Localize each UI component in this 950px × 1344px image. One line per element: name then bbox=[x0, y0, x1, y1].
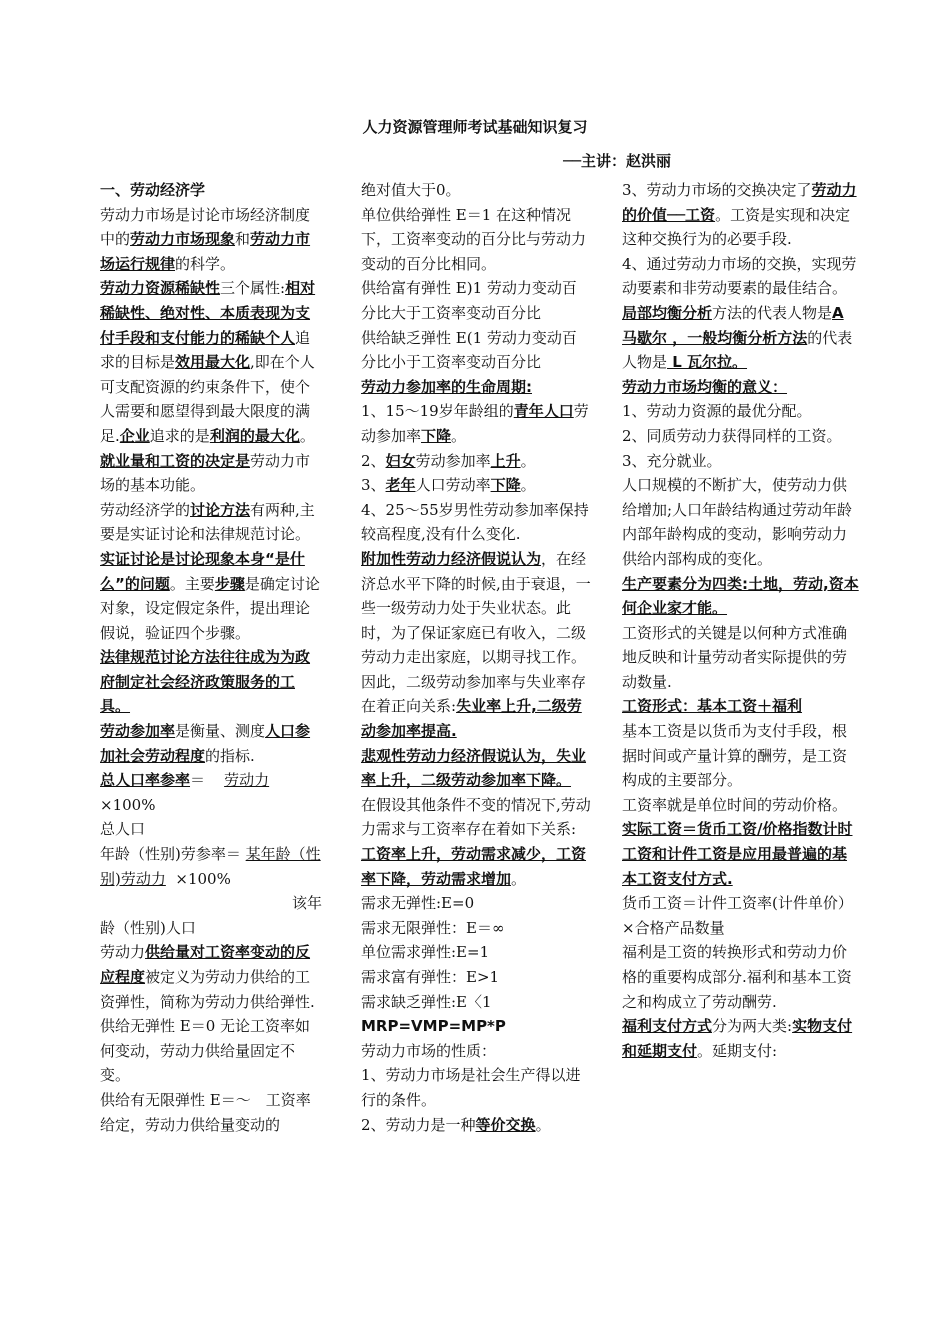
text: 在假设其他条件不变的情况下,劳动力需求与工资率存在着如下关系: bbox=[361, 795, 591, 839]
paragraph bbox=[100, 203, 322, 277]
list-item: 需求富有弹性：E>1 bbox=[361, 968, 500, 986]
text: 年龄（性别)劳参率＝ bbox=[100, 845, 241, 864]
text: 2、劳动力是一种 bbox=[361, 1115, 476, 1134]
emphasis: 下降 bbox=[490, 476, 521, 495]
numerator: 某年龄（性别)劳动力 bbox=[100, 845, 321, 888]
formula-line bbox=[100, 842, 322, 891]
text: 。主要 bbox=[169, 574, 215, 593]
text: ,即在个人可支配资源的约束条件下，使个人需要和愿望得到最大限度的满足. bbox=[100, 353, 315, 445]
emphasis: 劳动力市场现象 bbox=[130, 230, 236, 249]
emphasis: 劳动参加率 bbox=[100, 722, 176, 741]
text: 追求的目标是 bbox=[100, 328, 311, 372]
paragraph: 单位供给弹性 E＝1 在这种情况下，工资率变动的百分比与劳动力变动的百分比相同。 bbox=[361, 205, 587, 273]
list-item: 需求无限弹性：E＝∞ bbox=[361, 918, 505, 937]
list-item: 需求无弹性:E=0 bbox=[361, 894, 475, 913]
subheading: 劳动力参加率的生命周期: bbox=[361, 377, 532, 396]
emphasis: 下降 bbox=[421, 426, 452, 445]
emphasis: 实物支付和延期支付 bbox=[622, 1017, 853, 1060]
emphasis: 步骤 bbox=[214, 574, 245, 593]
paragraph bbox=[361, 547, 591, 744]
emphasis: 人口参加社会劳动程度 bbox=[100, 722, 311, 765]
paragraph bbox=[100, 547, 322, 645]
formula-line bbox=[100, 768, 322, 793]
list-item: 1、劳动力资源的最优分配。 bbox=[622, 402, 812, 421]
text: 分为两大类: bbox=[712, 1017, 793, 1036]
paragraph: 供给富有弹性 E)1 劳动力变动百分比大于工资率变动百分比 bbox=[361, 279, 577, 322]
emphasis: 总人口率参率 bbox=[100, 771, 191, 790]
list-item bbox=[361, 1113, 591, 1138]
paragraph: 福利是工资的转换形式和劳动力价格的重要构成部分.福利和基本工资之和构成立了劳动酬劳. bbox=[622, 943, 852, 1011]
paragraph: 实际工资＝货币工资/价格指数计时工资和计件工资是应用最普遍的基本工资支付方式. bbox=[622, 820, 853, 888]
text: 。 bbox=[511, 869, 527, 888]
emphasis: L 瓦尔拉。 bbox=[667, 353, 748, 372]
list-item: 3、充分就业。 bbox=[622, 451, 722, 470]
text: 追求的是 bbox=[149, 426, 210, 445]
paragraph: 人口规模的不断扩大，使劳动力供给增加;人口年龄结构通过劳动年龄内部年龄构成的变动，影响劳动力供给内部构成的变化。 bbox=[622, 476, 853, 568]
emphasis: 局部均衡分析 bbox=[622, 303, 713, 322]
text: 的代表人物是 bbox=[622, 328, 853, 372]
denominator: 龄（性别)人口 bbox=[100, 918, 196, 937]
paragraph: 货币工资＝计件工资率(计件单价）×合格产品数量 bbox=[622, 894, 853, 937]
paragraph: 劳动力市场的性质： bbox=[361, 1041, 497, 1060]
text: 是确定讨论对象，设定假定条件，提出理论假说，验证四个步骤。 bbox=[100, 574, 320, 642]
paragraph bbox=[100, 498, 322, 547]
emphasis: 效用最大化 bbox=[175, 353, 251, 372]
emphasis: 劳动力的价值──工资 bbox=[622, 181, 857, 224]
list-item: 4、25～55岁男性劳动参加率保持较高程度,没有什么变化. bbox=[361, 500, 589, 544]
emphasis: 等价交换 bbox=[475, 1115, 536, 1134]
text: 的指标. bbox=[205, 746, 255, 765]
paragraph: 悲观性劳动力经济假说认为，失业率上升，二级劳动参加率下降。 bbox=[361, 746, 587, 790]
paragraph: 4、通过劳动力市场的交换，实现劳动要素和非劳动要素的最佳结合。 bbox=[622, 254, 857, 298]
paragraph bbox=[622, 178, 860, 252]
text: 和 bbox=[235, 230, 251, 249]
text: 劳动参加率 bbox=[361, 402, 589, 445]
text: 劳动参加率 bbox=[415, 451, 491, 470]
text: 。延期支付: bbox=[697, 1041, 778, 1060]
text: 2、 bbox=[361, 451, 386, 470]
text: ×100% bbox=[175, 869, 231, 888]
subheading: 劳动力市场均衡的意义： bbox=[622, 377, 788, 396]
emphasis: 利润的最大化 bbox=[209, 426, 300, 445]
text: 劳动力 bbox=[100, 943, 146, 962]
emphasis: 企业 bbox=[119, 426, 150, 445]
paragraph bbox=[622, 1014, 860, 1063]
text: 被定义为劳动力供给的工资弹性，简称为劳动力供给弹性. bbox=[100, 968, 315, 1011]
emphasis: 劳动力资源稀缺性 bbox=[100, 279, 221, 298]
paragraph: 基本工资是以货币为支付手段，根据时间或产量计算的酬劳，是工资构成的主要部分。 bbox=[622, 722, 848, 790]
text: 劳动力市场是讨论市场经济制度中的 bbox=[100, 205, 311, 249]
emphasis: 就业量和工资的决定是 bbox=[100, 451, 251, 470]
text: ，在经济总水平下降的时候,由于衰退，一些一级劳动力处于失业状态。此时，为了保证家庭已有收入，二级劳动力走出家庭，以期寻找工作。因此，二级劳动参加率与失业率存在着正向关系: bbox=[361, 549, 591, 716]
formula: MRP=VMP=MP*P bbox=[361, 1017, 506, 1036]
text: 。 bbox=[299, 426, 315, 445]
paragraph bbox=[622, 301, 860, 375]
text: 劳动力市场的基本功能。 bbox=[100, 451, 311, 495]
paragraph: 工资率就是单位时间的劳动价格。 bbox=[622, 795, 848, 814]
denominator: 总人口 bbox=[100, 820, 146, 839]
emphasis: 相对稀缺性、绝对性、本质表现为支付手段和支付能力的稀缺 bbox=[100, 279, 316, 347]
text: 3、劳动力市场的交换决定了 bbox=[622, 181, 812, 199]
paragraph: 绝对值大于0。 bbox=[361, 181, 461, 199]
text: ＝ bbox=[190, 771, 206, 790]
paragraph: 工资形式的关键是以何种方式准确地反映和计量劳动者实际提供的劳动数量. bbox=[622, 623, 848, 691]
text: 有两种,主要是实证讨论和法律规范讨论。 bbox=[100, 500, 315, 544]
text: 方法的代表人物是 bbox=[712, 303, 833, 322]
list-item bbox=[361, 473, 591, 498]
emphasis: 老年 bbox=[385, 476, 416, 495]
emphasis: 实证讨论是讨论现象本身“是什么”的问题 bbox=[100, 549, 305, 593]
formula-line: ×100% bbox=[100, 795, 156, 814]
text: 人口劳动率 bbox=[415, 476, 491, 495]
text: 。 bbox=[535, 1115, 551, 1134]
text: 。工资是实现和决定这种交换行为的必要手段. bbox=[622, 205, 851, 249]
paragraph: 供给无弹性 E＝0 无论工资率如何变动，劳动力供给量固定不变。 bbox=[100, 1017, 311, 1085]
text: 是衡量、测度 bbox=[175, 722, 266, 741]
text: 。 bbox=[520, 451, 536, 470]
section-heading: 一、劳动经济学 bbox=[100, 181, 206, 199]
text: 劳动经济学的 bbox=[100, 500, 191, 519]
emphasis: 上升 bbox=[490, 451, 521, 470]
column-3 bbox=[622, 178, 860, 1063]
text: 3、 bbox=[361, 476, 386, 495]
emphasis: 福利支付方式 bbox=[622, 1017, 713, 1036]
paragraph: 供给有无限弹性 E＝～ 工资率给定，劳动力供给量变动的 bbox=[100, 1090, 311, 1134]
page-title: 人力资源管理师考试基础知识复习 bbox=[362, 118, 588, 136]
speaker-line: ──主讲：赵洪丽 bbox=[563, 152, 672, 170]
list-item: 2、同质劳动力获得同样的工资。 bbox=[622, 426, 842, 445]
list-item bbox=[361, 449, 591, 474]
emphasis: 个人 bbox=[265, 328, 296, 347]
paragraph: 法律规范讨论方法往往成为为政府制定社会经济政策服务的工具。 bbox=[100, 648, 311, 716]
list-item: 需求缺乏弹性:E〈1 bbox=[361, 992, 492, 1011]
column-2 bbox=[361, 178, 591, 1137]
emphasis: 供给量对工资率变动的反应程度 bbox=[100, 943, 311, 986]
numerator: 劳动力 bbox=[224, 771, 270, 790]
text: 。 bbox=[451, 426, 467, 445]
emphasis: 失业率上升,二级劳动参加率提高. bbox=[361, 697, 582, 741]
column-1 bbox=[100, 178, 322, 1137]
emphasis: 劳动力市场运行规律 bbox=[100, 230, 311, 273]
paragraph bbox=[100, 940, 322, 1014]
list-item bbox=[361, 399, 591, 448]
paragraph bbox=[100, 276, 322, 448]
text: 1、15～19岁年龄组的 bbox=[361, 402, 514, 421]
text: 三个属性: bbox=[220, 279, 286, 298]
paragraph: 生产要素分为四类:土地，劳动,资本何企业家才能。 bbox=[622, 574, 859, 618]
emphasis: 讨论方法 bbox=[190, 500, 251, 519]
emphasis: 工资率上升，劳动需求减少，工资率下降，劳动需求增加 bbox=[361, 845, 587, 888]
paragraph bbox=[361, 793, 591, 891]
emphasis: 妇女 bbox=[385, 451, 416, 470]
emphasis: A 马歇尔 ，一般均衡分析方法 bbox=[622, 303, 844, 347]
list-item: 单位需求弹性:E=1 bbox=[361, 943, 490, 962]
paragraph bbox=[100, 719, 322, 768]
list-item: 1、劳动力市场是社会生产得以进行的条件。 bbox=[361, 1066, 581, 1109]
paragraph: 供给缺乏弹性 E(1 劳动力变动百分比小于工资率变动百分比 bbox=[361, 328, 577, 372]
emphasis: 附加性劳动力经济假说认为 bbox=[361, 549, 542, 568]
text: 。 bbox=[520, 476, 536, 495]
denominator: 该年 bbox=[291, 894, 322, 913]
text: 的科学。 bbox=[175, 254, 236, 273]
paragraph: 工资形式：基本工资＋福利 bbox=[622, 697, 803, 716]
emphasis: 青年人口 bbox=[513, 402, 574, 421]
paragraph bbox=[100, 449, 322, 498]
